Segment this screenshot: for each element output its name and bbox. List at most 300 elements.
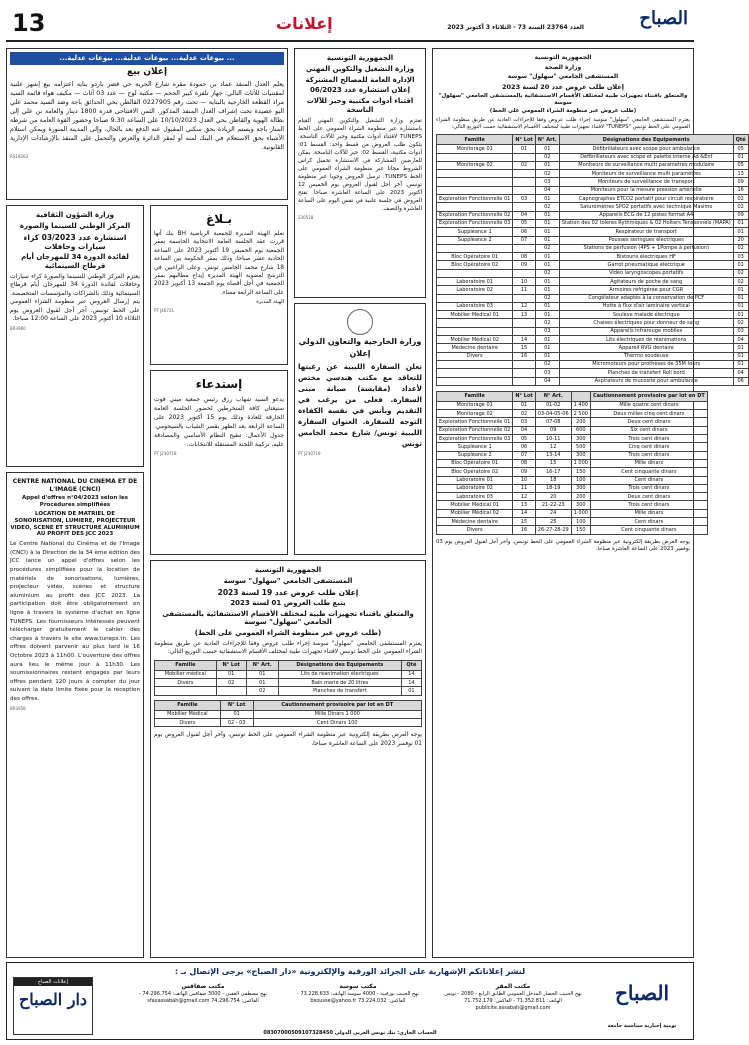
table-cell: 01: [733, 294, 748, 302]
table-row: [437, 161, 749, 169]
table-cell: Exploration Fonctionnelle 01: [437, 195, 513, 203]
table-cell: Mobilier Médical 01: [437, 311, 513, 319]
employment-ref: 230518: [298, 214, 314, 220]
culture-title: استشارة عدد 03/2023 كراء سيارات وحافلات: [23, 232, 127, 251]
table-cell: 1 400: [571, 401, 590, 409]
table-row: [437, 228, 749, 236]
table-cell: [513, 186, 535, 194]
table-cell: 01: [733, 352, 748, 360]
table-cell: [437, 244, 513, 252]
table-cell: 100: [571, 518, 590, 526]
table-row: [437, 401, 708, 409]
table-cell: 03: [733, 327, 748, 335]
table-cell: 06: [513, 228, 535, 236]
table-cell: Laboratoire 02: [437, 484, 513, 492]
table-header-cell: N° Lot: [513, 135, 535, 145]
table-cell: Cent Dinars 100: [253, 719, 421, 727]
table-cell: 02: [535, 244, 559, 252]
table-cell: 01: [733, 286, 748, 294]
invitation-body: يدعو السيد شهاب رزق رئيس جمعية ميني فوت ستيغتان كافة المنخرطين لحضور الجلسة العامة الخارقة للعادة وذلك يوم 15 أكتوبر 2023 على الساعة الرابعة بعد الظهر بقصر الشباب بالسيجومي. جدول الأعمال: تنقيح النظام الأساسي والمصادقة عليه، تركيبة اللجنة المستقلة للانتخابات.: [154, 396, 284, 448]
table-cell: 16: [513, 352, 535, 360]
table-cell: 09: [535, 426, 571, 434]
table-cell: 01: [733, 344, 748, 352]
table-row: [437, 476, 708, 484]
hosp2-subtitle1: يتبع طلب العروض 01 لسنة 2023: [230, 598, 346, 607]
hosp2-caution-table: [154, 700, 422, 728]
table-cell: Suppléance 1: [437, 228, 513, 236]
table-cell: 20: [733, 236, 748, 244]
table-cell: Mille dinars: [590, 459, 707, 467]
table-row: [437, 311, 749, 319]
table-cell: 09: [733, 211, 748, 219]
table-cell: 01: [246, 670, 278, 678]
table-row: [437, 219, 749, 227]
table-cell: Défibrillateurs avec scope pour ambulance: [559, 145, 733, 153]
table-cell: [513, 269, 535, 277]
table-cell: [513, 360, 535, 368]
table-cell: 10: [513, 476, 535, 484]
table-cell: 05: [733, 145, 748, 153]
table-cell: Bloc Opératoire 01: [437, 253, 513, 261]
table-row: [437, 253, 749, 261]
table-cell: Moniteurs de surveillance de transport: [559, 178, 733, 186]
table-cell: 2 500: [571, 410, 590, 418]
table-cell: Station des 02 tolères Rythmiques & 02 Holters Tensionnels (MAPA): [559, 219, 733, 227]
table-row: [437, 443, 708, 451]
table-cell: 01: [535, 344, 559, 352]
hosp2-tender-line: (طلب عروض عبر منظومة الشراء العمومي على الخط): [194, 629, 382, 638]
table-cell: Bloc Opératoire 01: [437, 459, 513, 467]
table-cell: 14: [401, 679, 421, 687]
table-cell: 12: [513, 493, 535, 501]
table-row: [437, 302, 749, 310]
table-cell: 06: [733, 377, 748, 385]
table-cell: Médecine dentaire: [437, 344, 513, 352]
table-row: [437, 468, 708, 476]
table-cell: [437, 178, 513, 186]
hosp2-subtitle2: والمتعلق باقتناء تجهيزات طبية لمختلف الأقسام الاستشفائية بالمستشفى الجامعي "سهلول" سوسة: [162, 609, 414, 627]
table-cell: Stations de perfusion (4PS + 1Pompe à perfusion): [559, 244, 733, 252]
table-cell: Mille Dinars 1 000: [253, 710, 421, 718]
table-row: [437, 236, 749, 244]
table-cell: Monitorage 01: [437, 401, 513, 409]
hosp2-hospital: المستشفى الجامعي "سهلول" سوسة: [223, 576, 353, 585]
table-cell: 02: [733, 319, 748, 327]
table-cell: 04: [513, 426, 535, 434]
table-cell: 01: [216, 670, 246, 678]
newspaper-logo: الصباح: [639, 8, 688, 29]
table-row: [437, 426, 708, 434]
table-header-cell: Cautionnement provisoire par lot en DT: [253, 700, 421, 710]
table-cell: Moniteurs de surveillance multi paramètres: [559, 170, 733, 178]
table-cell: 01: [733, 311, 748, 319]
table-header-cell: Qté: [733, 135, 748, 145]
table-cell: Divers: [155, 679, 217, 687]
table-cell: 08: [513, 253, 535, 261]
sale-ref: RS19263: [10, 154, 29, 159]
table-cell: 12: [513, 302, 535, 310]
table-cell: [437, 153, 513, 161]
table-cell: Suppléance 1: [437, 443, 513, 451]
table-cell: 04: [513, 211, 535, 219]
table-cell: 01: [535, 228, 559, 236]
office-hq: [443, 983, 583, 1012]
table-row: [155, 710, 422, 718]
table-cell: Laboratoire 01: [437, 476, 513, 484]
table-cell: 03: [513, 418, 535, 426]
table-header-cell: N° Lot: [513, 391, 535, 401]
table-cell: Monitorage 02: [437, 161, 513, 169]
table-cell: [437, 360, 513, 368]
table-cell: 05: [513, 219, 535, 227]
table-cell: 100: [571, 476, 590, 484]
table-cell: 14: [513, 509, 535, 517]
employment-dept: الإدارة العامة للمصالح المشتركة: [305, 75, 415, 84]
table-cell: Mobilier Médical 02: [437, 509, 513, 517]
table-cell: 02: [535, 153, 559, 161]
table-cell: 01: [733, 261, 748, 269]
table-cell: Agitateurs de poche de sang: [559, 278, 733, 286]
table-cell: Trois cent dinars: [590, 501, 707, 509]
table-row: [437, 410, 708, 418]
footer-sub-logo: [13, 977, 93, 1035]
table-cell: 02: [733, 195, 748, 203]
table-cell: 01: [535, 195, 559, 203]
table-cell: 600: [571, 426, 590, 434]
table-cell: Laboratoire 03: [437, 302, 513, 310]
table-header-cell: Famille: [155, 700, 221, 710]
caution-table: [436, 391, 708, 535]
table-cell: 07: [513, 451, 535, 459]
table-row: [437, 145, 749, 153]
hosp2-intro: يعتزم المستشفى الجامعي "سهلول" سوسة إجراء طلب عروض وفقا للإجراءات العادية عن طريق منظومة الشراء العمومي على الخط تونبس لاقتناء تجهيزات طبية لمختلف الأقسام الاستشفائية حسب التوزيع التالي:: [154, 640, 422, 655]
table-cell: 01: [513, 401, 535, 409]
office-sfax-text: نهج مصطفى العقبي - 3000 صفاقس الهاتف: 74.296.754 - الفاكس: 74.296.754 sfaxassabah@gmail.com: [138, 991, 268, 1004]
table-cell: Lits de réanimation électriques: [278, 670, 401, 678]
foreign-body: تعلن السفارة الليبية عن رغبتها للتعاقد مع مكتب هندسي مختص لأعداد (مقايسة) صيانة مبنى السفارة. فعلى من يرغب في التقديم وبأنس في نفسه الكفاءة التوجه للسفارة. العنوان السفارة الليبية تونس/ شارع محمد الخامس تونس: [298, 362, 422, 448]
page-header: [6, 6, 694, 42]
table-cell: 18-19: [535, 484, 571, 492]
hosp2-equipment-table: [154, 660, 422, 696]
table-cell: 10-11: [535, 435, 571, 443]
invitation-ad: [150, 370, 288, 555]
table-cell: 300: [571, 435, 590, 443]
page-footer: [6, 962, 694, 1040]
table-row: [437, 195, 749, 203]
tunisia-emblem-icon: [347, 309, 373, 335]
table-cell: 16: [733, 186, 748, 194]
table-cell: 02: [246, 687, 278, 695]
table-cell: Congélateur adaptés à la conservation de PCF: [559, 294, 733, 302]
table-cell: Saturomètres SPO2 portatifs avec technique Masimo: [559, 203, 733, 211]
hosp1-tender-line: (طلب عروض عبر منظومة الشراء العمومي على الخط): [489, 108, 637, 115]
table-cell: 06: [513, 443, 535, 451]
table-cell: Garrot pneumatique électrique: [559, 261, 733, 269]
table-row: [437, 459, 708, 467]
table-header-cell: Famille: [155, 660, 217, 670]
table-cell: Suppléance 2: [437, 451, 513, 459]
cnci-sub1: Appel d'offres n°04/2023 selon les Procédures simplifiées: [21, 495, 129, 508]
office-sfax: [133, 983, 273, 1005]
table-cell: 01: [535, 145, 559, 153]
table-cell: 150: [571, 468, 590, 476]
table-cell: 01: [535, 336, 559, 344]
table-cell: [513, 294, 535, 302]
table-cell: [437, 294, 513, 302]
table-cell: 01-02: [535, 401, 571, 409]
culture-ref: BR3960: [10, 325, 26, 331]
table-cell: 01: [535, 253, 559, 261]
table-cell: 01: [535, 211, 559, 219]
table-cell: 13: [513, 311, 535, 319]
table-cell: 07: [513, 236, 535, 244]
table-cell: Exploration Fonctionnelle 02: [437, 426, 513, 434]
table-cell: Mille dinars: [590, 509, 707, 517]
table-row: [437, 369, 749, 377]
table-cell: 05: [733, 161, 748, 169]
table-cell: Planches de transfert: [278, 687, 401, 695]
table-cell: 14: [401, 670, 421, 678]
table-header-cell: Désignations des Equipements: [278, 660, 401, 670]
table-cell: 02: [733, 269, 748, 277]
table-cell: 01: [733, 302, 748, 310]
table-cell: Hotte à flux d'air laminaire vertical: [559, 302, 733, 310]
hospital-ad-2: [150, 560, 426, 958]
table-cell: [437, 319, 513, 327]
table-cell: 02: [513, 410, 535, 418]
issue-info: العدد 23764 السنة 73 - الثلاثاء 3 أكتوبر 2023: [447, 24, 584, 31]
culture-center: المركز الوطني للسينما والصورة: [19, 221, 131, 230]
table-cell: Planches de transfert Roll bord: [559, 369, 733, 377]
table-row: [437, 509, 708, 517]
table-row: [437, 484, 708, 492]
notice-ad: [150, 205, 288, 365]
hospital-ad-1: [432, 48, 746, 958]
table-cell: 21-22-23: [535, 501, 571, 509]
table-header-cell: N° Art.: [246, 660, 278, 670]
table-cell: 01: [401, 687, 421, 695]
table-cell: 01: [535, 352, 559, 360]
table-cell: Mille quatre cent dinars: [590, 401, 707, 409]
table-cell: 01: [535, 261, 559, 269]
table-cell: Vidéo laryngoscopes portatifs: [559, 269, 733, 277]
table-header-cell: [571, 391, 590, 401]
table-cell: [513, 178, 535, 186]
table-cell: 02: [535, 203, 559, 211]
table-cell: [437, 369, 513, 377]
table-cell: 02: [535, 294, 559, 302]
table-row: [437, 170, 749, 178]
table-cell: Laboratoire 01: [437, 278, 513, 286]
table-cell: Pousses seringues électriques: [559, 236, 733, 244]
culture-ministry-name: وزارة الشؤون الثقافية: [36, 211, 114, 219]
hosp2-footer: يوجه العرض بطريقة إلكترونية عبر منظومة الشراء العمومي على الخط تونبس، وآخر أجل لقبول العروض يوم 01 نوفمبر 2023 على الساعة العاشرة صباحا.: [154, 732, 422, 747]
equipment-table: [436, 134, 749, 386]
table-cell: Cent dinars: [590, 518, 707, 526]
table-cell: Médecine dentaire: [437, 518, 513, 526]
table-cell: 200: [571, 418, 590, 426]
table-cell: 11: [513, 484, 535, 492]
table-header-cell: Famille: [437, 135, 513, 145]
footer-bank: الحساب الجاري: بنك تونس العربي الدولي 08307000509107328450: [263, 1029, 437, 1036]
employment-title: إعلان استشارة عدد 06/2023: [309, 86, 411, 95]
table-cell: [437, 203, 513, 211]
table-row: [437, 278, 749, 286]
table-cell: 15: [535, 459, 571, 467]
table-row: [437, 352, 749, 360]
table-header-cell: Désignations des Equipements: [559, 135, 733, 145]
foreign-ministry: وزارة الخارجية والتعاون الدولي: [298, 337, 422, 346]
table-cell: Exploration Fonctionnelle 03: [437, 219, 513, 227]
table-row: [437, 211, 749, 219]
table-row: [437, 294, 749, 302]
notice-sign: الهيئة المديرة: [256, 299, 284, 306]
table-cell: 26-27-28-29: [535, 526, 571, 534]
table-row: [437, 203, 749, 211]
table-cell: Appareil RVG dentaire: [559, 344, 733, 352]
hosp1-ministry: وزارة الصحة: [544, 63, 582, 71]
table-cell: 16: [513, 526, 535, 534]
table-row: [437, 336, 749, 344]
office-sfax-title: مكتب صفاقس: [181, 983, 225, 990]
table-cell: 01: [535, 302, 559, 310]
table-cell: 200: [571, 493, 590, 501]
table-cell: Aspirateurs de mucosité pour ambulance: [559, 377, 733, 385]
invitation-title: إستدعاء: [195, 377, 243, 391]
hosp1-country: الجمهورية التونسية: [534, 54, 592, 61]
table-header-cell: N° Art.: [535, 391, 571, 401]
table-cell: [437, 186, 513, 194]
culture-body: يعتزم المركز الوطني للسينما والصورة كراء سيارات وحافلات لفائدة الدورة 34 للمهرجان أيام قرطاج السينمائية وذلك بالشراكات والمؤسسات المتخصصة. يتم إرسال العروض عبر منظومة الشراء العمومي على الخط تونبس. آخر أجل لقبول العروض يوم الثلاثاء 10 أكتوبر 2023 على الساعة 12:00 صباحا.: [10, 272, 140, 323]
table-cell: Mobilier médical: [155, 670, 217, 678]
table-cell: Appareils infrarouge mobiles: [559, 327, 733, 335]
hosp1-subtitle: والمتعلق باقتناء تجهيزات طبية لمختلف الأقسام الاستشفائية بالمستشفى الجامعي "سهلول" سوسة: [438, 92, 688, 106]
table-cell: 07-08: [535, 418, 571, 426]
table-header-cell: N° Lot: [216, 660, 246, 670]
foreign-ministry-ad: [294, 303, 426, 555]
table-cell: Micromoteurs pour prothèses de 35M tours: [559, 360, 733, 368]
table-cell: Deux cent dinars: [590, 493, 707, 501]
table-cell: [437, 377, 513, 385]
table-cell: Cinq cent dinars: [590, 443, 707, 451]
table-cell: 01: [220, 710, 253, 718]
sub-logo-text: دار الصباح: [18, 990, 88, 1010]
table-cell: 01: [733, 228, 748, 236]
table-row: [437, 518, 708, 526]
invitation-ref: PT J230718: [154, 451, 177, 456]
footer-logo: الصباح: [614, 981, 670, 1005]
table-cell: Bloc Opératoire 02: [437, 468, 513, 476]
table-cell: 02: [535, 269, 559, 277]
table-cell: 25: [535, 518, 571, 526]
cnci-sub2: LOCATION DE MATRIEL DE SONORISATION, LUMIERE, PROJECTEUR VIDEO, SCENE ET STRUCTURE ALUMINIUM AU PROFIT DES JCC 2023: [10, 510, 140, 538]
sale-banner: ... بيوعات عدلية... بيوعات عدلية... بيوعات عدلية...: [10, 52, 284, 65]
table-cell: Trois cent dinars: [590, 484, 707, 492]
table-row: [437, 344, 749, 352]
table-cell: Divers: [155, 719, 221, 727]
table-cell: 03: [535, 178, 559, 186]
table-cell: Appareils ECG de 12 pistes format A4: [559, 211, 733, 219]
table-cell: 05: [513, 435, 535, 443]
table-cell: Deux milles cinq cent dinars: [590, 410, 707, 418]
table-cell: 01: [535, 286, 559, 294]
table-row: [155, 670, 422, 678]
table-cell: 02: [733, 203, 748, 211]
table-cell: 01: [535, 311, 559, 319]
hosp1-hospital: المستشفى الجامعي "سهلول" سوسة: [507, 73, 619, 80]
notice-ref: PT J46721: [154, 308, 175, 314]
table-row: [437, 377, 749, 385]
table-cell: 13-14: [535, 451, 571, 459]
table-cell: Lits électriques de réanimations: [559, 336, 733, 344]
sale-body: يعلم العدل المنفذ عماد بن حمودة مقره شارع الحرية حي قصر باردو بناية اعتزامه بيع إشهر علنية لمقتنيات للأثاث التالي: جهاز تلفزة كبير الحجم — مكتبة لوح — عدد 03 أثاث — مكيف هواء قائمة السيد مراد القطعة الخارجية بالبناية — تحت رقم 0227905 القالطن بحي الحدائق باجة وضد السيد محمد علي البو عصيدة تحت إشراف العدل المنفذ المذكور. الثمن الافتتاحي قدره 1800 دينار والعامة بن علي إلى بطالة الهوية والقاطن بحي العدل 10/10/2023 على الساعة 9.30 صباحا وحضور القوة العامة من شرطة المنار باجة وبستم الزيادة بحق سكني المقبول عنه الدفع بعد بالحال، وإلى المدينة المنورة ويمكن استلام الأشياء بحق الاستعلام في البنك لمنه أو لمقر الدائرة والعرض والتحمل على المنفذ بالإرشادات الإدارية القانونية.: [10, 81, 284, 151]
notice-title: بـلاغ: [206, 212, 232, 226]
table-cell: [513, 244, 535, 252]
employment-subtitle: اقتناء أدوات مكتبية وحبر للآلات الناسخة: [306, 97, 414, 114]
table-cell: 15: [513, 518, 535, 526]
table-cell: [437, 170, 513, 178]
sale-ad: [6, 48, 288, 200]
table-row: [437, 360, 749, 368]
table-cell: 02: [733, 244, 748, 252]
table-cell: Cent cinquante dinars: [590, 468, 707, 476]
table-cell: [155, 687, 217, 695]
table-cell: 300: [571, 501, 590, 509]
table-header-cell: Cautionnement provisoire par lot en DT: [590, 391, 707, 401]
table-cell: Trois cent dinars: [590, 451, 707, 459]
table-header-cell: N° Lot: [220, 700, 253, 710]
table-cell: [437, 269, 513, 277]
table-cell: 04: [535, 186, 559, 194]
table-cell: Respirateur de transport: [559, 228, 733, 236]
table-cell: Six cent dinars: [590, 426, 707, 434]
table-cell: Monitorage 02: [437, 410, 513, 418]
office-hq-text: نهج الحبيب الحضار المدخل العمومي الطابق الرابع - 2080 - تونس الهاتف: 71.352.811 - الفاكس: 71.752.179 publicite.assabah@gmail.com: [444, 991, 582, 1011]
table-cell: Exploration Fonctionnelle 03: [437, 435, 513, 443]
table-cell: 18: [535, 476, 571, 484]
table-cell: 03: [513, 195, 535, 203]
table-cell: 01: [535, 278, 559, 286]
table-cell: 01: [535, 219, 559, 227]
table-cell: 10: [513, 278, 535, 286]
table-cell: Exploration Fonctionnelle 02: [437, 211, 513, 219]
table-cell: 11: [513, 286, 535, 294]
cnci-ad: [6, 472, 144, 958]
employment-body: تعتزم وزارة التشغيل والتكوين المهني القيام باستشارة عبر منظومة الشراء العمومي على الخط TUNEPS لاقتناء أدوات مكتبية وحبر للآلات الناسخة. يتكون طلب العروض من قسط واحد: القسط 01: أدوات مكتبية، القسط 02: حبر للآلات الناسخة. يمكن للعارضين المشاركة في الاستشارة تحميل كراس الشروط مجانا عبر منظومة الشراء العمومي على الخط TUNEPS. ترسل العروض وجوبا عبر منظومة تونبس. آخر أجل لقبول العروض يوم الخميس 12 أكتوبر 2023 على الساعة العاشرة صباحا. تفتح العروض في جلسة علنية في نفس اليوم على الساعة العاشرة والنصف.: [298, 117, 423, 212]
table-cell: 02: [535, 319, 559, 327]
table-cell: 01: [535, 236, 559, 244]
table-row: [155, 687, 422, 695]
table-cell: 02: [513, 161, 535, 169]
table-row: [437, 178, 749, 186]
section-title: إعلانات: [276, 14, 333, 33]
table-cell: 13: [513, 501, 535, 509]
table-cell: 02: [535, 360, 559, 368]
table-cell: Cent cinquante dinars: [590, 526, 707, 534]
culture-ministry-ad: [6, 205, 144, 467]
table-row: [155, 719, 422, 727]
sale-title: إعلان بيع: [126, 66, 168, 77]
table-row: [437, 501, 708, 509]
table-row: [437, 451, 708, 459]
employment-ministry: وزارة التشغيل والتكوين المهني: [305, 64, 415, 73]
table-cell: 02: [535, 170, 559, 178]
hosp1-title: إعلان طلب عروض عدد 20 لسنة 2023: [502, 82, 624, 91]
table-cell: Monitorage 01: [437, 145, 513, 153]
table-row: [437, 244, 749, 252]
table-cell: Bistouris électriques HF: [559, 253, 733, 261]
table-cell: Deux cent dinars: [590, 418, 707, 426]
